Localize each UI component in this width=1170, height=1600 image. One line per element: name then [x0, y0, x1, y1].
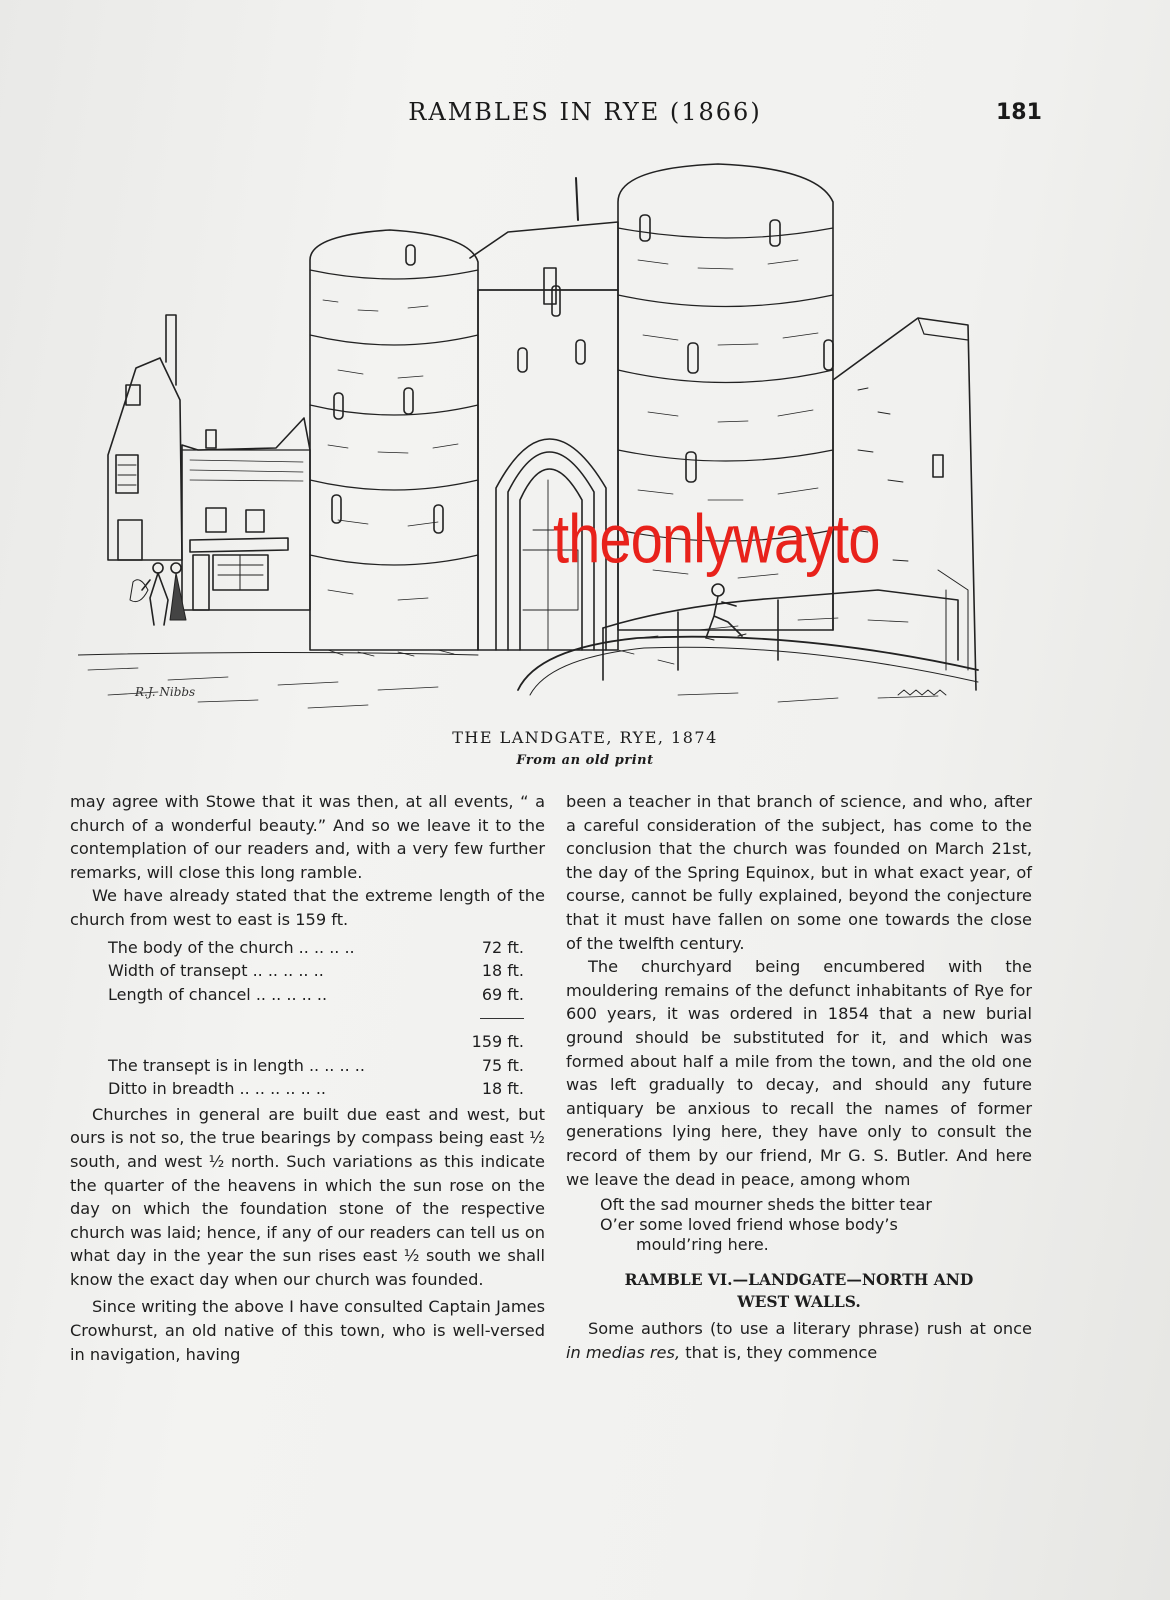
left-paragraph-3: Churches in general are built due east and west, but ours is not so, the true bearings by compass being east ½ south, and west ½ north. Such variations as this indicate the quarter of the heavens in which the sun rose on the day on which the foundation stone of the respective church was laid; hence, if any of our readers can tell us on what day in the year the sun rises east ½ south we shall know the exact day when our church was founded. — [70, 1104, 545, 1289]
paragraph-text: that is, they commence — [685, 1342, 878, 1362]
left-paragraph-1: may agree with Stowe that it was then, at all events, “ a church of a wonderful beauty.” And so we leave it to the contemplation of our readers and, with a very few further remarks, will close this long ramble. — [70, 792, 545, 882]
verse-line: O’er some loved friend whose body’s — [600, 1215, 898, 1235]
page-number: 181 — [996, 100, 1042, 125]
artist-signature: R.J. Nibbs — [135, 685, 196, 699]
paragraph-text: Some authors (to use a literary phrase) rush at once — [588, 1319, 1032, 1339]
table-row — [108, 1030, 524, 1054]
divider — [480, 1018, 524, 1019]
table-row — [108, 983, 524, 1007]
measure-label: Width of transept .. .. .. .. .. — [108, 961, 324, 981]
measure-value: 69 ft. — [481, 984, 524, 1004]
figure-caption: THE LANDGATE, RYE, 1874 — [452, 728, 718, 747]
measure-value: 75 ft. — [481, 1055, 524, 1075]
table-row — [108, 959, 524, 983]
right-paragraph-3 — [566, 1317, 1032, 1364]
right-paragraph-2: The churchyard being encumbered with the mouldering remains of the defunct inhabitants of Rye for 600 years, it was ordered in 1854 that a new burial ground should be substituted for it, and which was formed about half a mile from the town, and the old one was left gradually to decay, and should any future antiquary be anxious to recall the names of former generations lying here, they have only to consult the record of them by our friend, Mr G. S. Butler. And here we leave the dead in peace, among whom — [566, 957, 1032, 1189]
measure-value: 72 ft. — [481, 937, 524, 957]
table-row — [108, 1077, 524, 1101]
verse-quote — [600, 1195, 1032, 1255]
measure-value: 18 ft. — [481, 961, 524, 981]
left-paragraph-4: Since writing the above I have consulted Captain James Crowhurst, an old native of this town, who is well-versed in navigation, having — [70, 1297, 545, 1364]
section-heading — [566, 1269, 1032, 1313]
sum-rule — [108, 1006, 524, 1030]
right-column — [566, 790, 1032, 1364]
measurements-table — [108, 936, 524, 1101]
verse-line: mould’ring here. — [636, 1235, 769, 1255]
latin-phrase: in medias res, — [566, 1342, 681, 1362]
watermark-text: theonlywayto — [553, 501, 880, 578]
left-column — [70, 790, 545, 1366]
right-paragraph-1: been a teacher in that branch of science, and who, after a careful consideration of the subject, has come to the conclusion that the church was founded on March 21st, the day of the Spring Equinox, but in what exact year, of course, cannot be fully explained, beyond the conjecture that it must have fallen on some one towards the close of the twelfth century. — [566, 792, 1032, 953]
section-heading-line: WEST WALLS. — [737, 1292, 861, 1312]
section-heading-line: RAMBLE VI.—LANDGATE—NORTH AND — [624, 1270, 974, 1290]
measure-label: Ditto in breadth .. .. .. .. .. .. — [108, 1079, 327, 1099]
measure-total: 159 ft. — [471, 1031, 524, 1051]
measure-label: The body of the church .. .. .. .. — [108, 937, 355, 957]
measure-label: The transept is in length .. .. .. .. — [108, 1055, 365, 1075]
measure-value: 18 ft. — [481, 1079, 524, 1099]
running-title: RAMBLES IN RYE (1866) — [408, 98, 762, 126]
table-row — [108, 1054, 524, 1078]
landgate-engraving-image — [78, 150, 1038, 720]
figure-subcaption: From an old print — [516, 753, 654, 768]
left-paragraph-2: We have already stated that the extreme length of the church from west to east is 159 ft. — [70, 886, 545, 929]
verse-line: Oft the sad mourner sheds the bitter tear — [600, 1195, 932, 1215]
measure-label: Length of chancel .. .. .. .. .. — [108, 984, 328, 1004]
table-row — [108, 936, 524, 960]
